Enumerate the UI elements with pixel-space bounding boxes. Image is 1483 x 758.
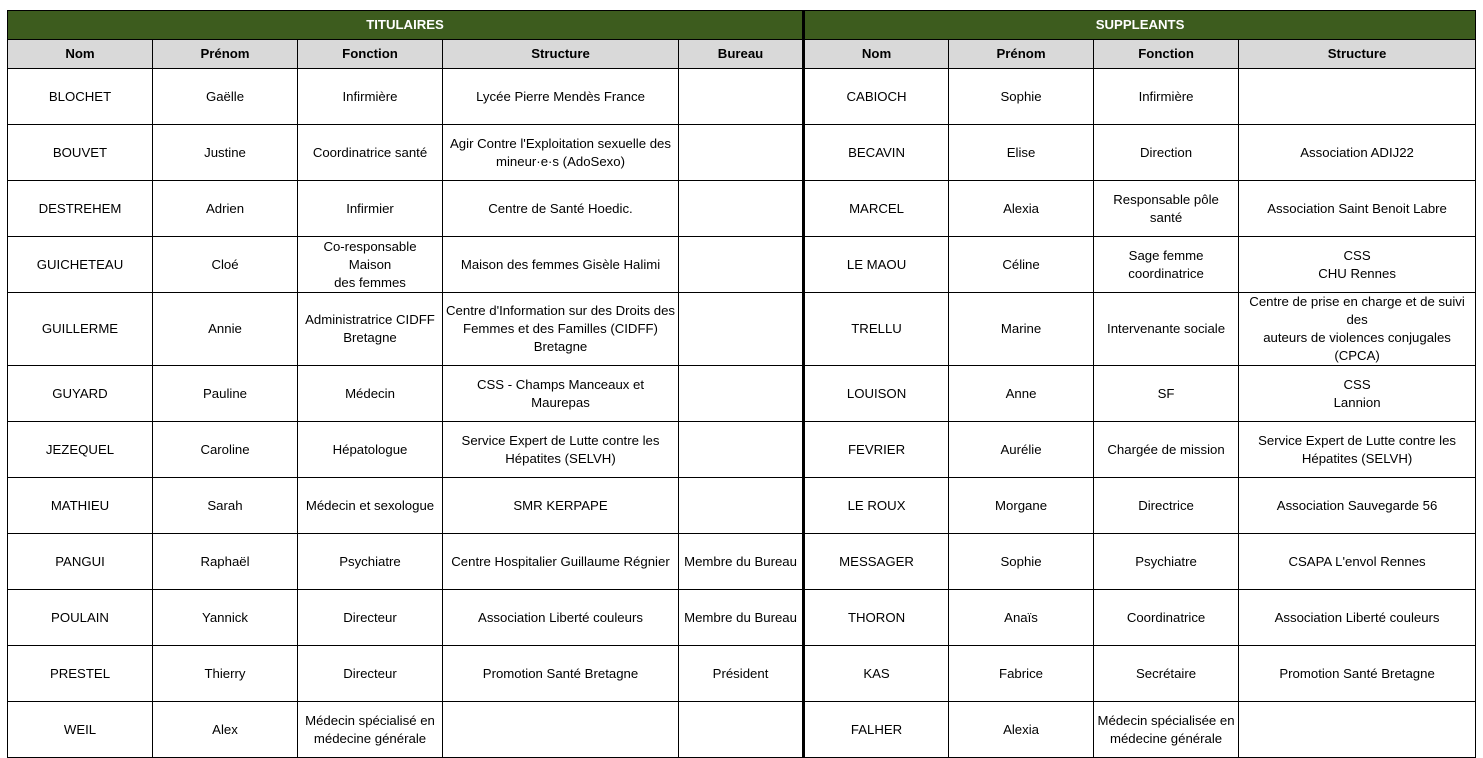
titulaire-fonction-cell: Hépatologue [298,422,443,478]
titulaire-nom-cell: PANGUI [8,534,153,590]
suppleant-structure-cell [1239,702,1476,758]
titulaire-nom-cell: BOUVET [8,125,153,181]
suppleant-prenom-cell: Alexia [949,702,1094,758]
suppleant-structure-cell: CSAPA L'envol Rennes [1239,534,1476,590]
suppleant-structure-cell: CSS CHU Rennes [1239,237,1476,293]
suppleant-prenom-cell: Morgane [949,478,1094,534]
titulaire-prenom-cell: Cloé [153,237,298,293]
suppleant-structure-cell: Promotion Santé Bretagne [1239,646,1476,702]
suppleant-nom-cell: LE ROUX [804,478,949,534]
suppleant-fonction-cell: Infirmière [1094,69,1239,125]
titulaire-fonction-cell: Directeur [298,590,443,646]
col-header: Bureau [679,40,804,69]
table-row [8,534,1476,590]
titulaire-nom-cell: PRESTEL [8,646,153,702]
table-row [8,69,1476,125]
table-row [8,237,1476,293]
suppleant-nom-cell: FALHER [804,702,949,758]
titulaire-bureau-cell [679,237,804,293]
suppleant-fonction-cell: Coordinatrice [1094,590,1239,646]
suppleant-structure-cell: Service Expert de Lutte contre les Hépatites (SELVH) [1239,422,1476,478]
suppleant-structure-cell: Association ADIJ22 [1239,125,1476,181]
titulaire-nom-cell: DESTREHEM [8,181,153,237]
suppleant-fonction-cell: Sage femme coordinatrice [1094,237,1239,293]
titulaire-structure-cell: SMR KERPAPE [443,478,679,534]
suppleant-prenom-cell: Fabrice [949,646,1094,702]
table-row [8,125,1476,181]
titulaire-prenom-cell: Sarah [153,478,298,534]
suppleant-nom-cell: LE MAOU [804,237,949,293]
titulaire-structure-cell: CSS - Champs Manceaux et Maurepas [443,366,679,422]
titulaire-nom-cell: POULAIN [8,590,153,646]
suppleant-prenom-cell: Céline [949,237,1094,293]
table-row [8,702,1476,758]
titulaire-bureau-cell [679,702,804,758]
titulaire-prenom-cell: Gaëlle [153,69,298,125]
suppleant-fonction-cell: Secrétaire [1094,646,1239,702]
titulaire-fonction-cell: Administratrice CIDFF Bretagne [298,293,443,366]
titulaire-prenom-cell: Thierry [153,646,298,702]
col-header: Fonction [1094,40,1239,69]
titulaire-prenom-cell: Yannick [153,590,298,646]
table-row [8,478,1476,534]
suppleant-fonction-cell: Intervenante sociale [1094,293,1239,366]
table-row [8,366,1476,422]
suppleant-prenom-cell: Alexia [949,181,1094,237]
titulaire-prenom-cell: Alex [153,702,298,758]
suppleant-structure-cell: Association Saint Benoit Labre [1239,181,1476,237]
col-header: Nom [8,40,153,69]
titulaire-fonction-cell: Coordinatrice santé [298,125,443,181]
titulaire-bureau-cell [679,125,804,181]
titulaire-fonction-cell: Directeur [298,646,443,702]
titulaire-structure-cell: Service Expert de Lutte contre les Hépatites (SELVH) [443,422,679,478]
col-header: Prénom [949,40,1094,69]
titulaire-prenom-cell: Justine [153,125,298,181]
titulaire-fonction-cell: Infirmier [298,181,443,237]
table-row [8,293,1476,366]
suppleant-prenom-cell: Sophie [949,534,1094,590]
titulaire-nom-cell: JEZEQUEL [8,422,153,478]
titulaire-bureau-cell [679,478,804,534]
suppleant-prenom-cell: Anne [949,366,1094,422]
col-header: Structure [443,40,679,69]
titulaire-fonction-cell: Médecin [298,366,443,422]
col-header: Prénom [153,40,298,69]
col-header: Nom [804,40,949,69]
titulaire-bureau-cell [679,293,804,366]
titulaire-bureau-cell: Président [679,646,804,702]
suppleant-nom-cell: LOUISON [804,366,949,422]
titulaire-fonction-cell: Infirmière [298,69,443,125]
titulaire-nom-cell: WEIL [8,702,153,758]
titulaire-structure-cell: Promotion Santé Bretagne [443,646,679,702]
titulaire-prenom-cell: Raphaël [153,534,298,590]
suppleant-prenom-cell: Elise [949,125,1094,181]
titulaire-bureau-cell [679,69,804,125]
suppleant-nom-cell: THORON [804,590,949,646]
titulaire-structure-cell: Centre Hospitalier Guillaume Régnier [443,534,679,590]
titulaire-bureau-cell: Membre du Bureau [679,534,804,590]
titulaire-bureau-cell: Membre du Bureau [679,590,804,646]
titulaire-structure-cell [443,702,679,758]
titulaire-structure-cell: Lycée Pierre Mendès France [443,69,679,125]
suppleant-nom-cell: KAS [804,646,949,702]
suppleant-prenom-cell: Marine [949,293,1094,366]
titulaire-fonction-cell: Psychiatre [298,534,443,590]
suppleant-fonction-cell: Psychiatre [1094,534,1239,590]
titulaire-structure-cell: Maison des femmes Gisèle Halimi [443,237,679,293]
titulaire-structure-cell: Centre de Santé Hoedic. [443,181,679,237]
suppleants-header: SUPPLEANTS [804,11,1476,40]
table-row [8,422,1476,478]
col-header: Fonction [298,40,443,69]
table-row [8,646,1476,702]
suppleant-prenom-cell: Sophie [949,69,1094,125]
suppleant-structure-cell: Centre de prise en charge et de suivi des auteurs de violences conjugales (CPCA) [1239,293,1476,366]
suppleant-fonction-cell: SF [1094,366,1239,422]
titulaire-structure-cell: Association Liberté couleurs [443,590,679,646]
suppleant-structure-cell: CSS Lannion [1239,366,1476,422]
suppleant-prenom-cell: Aurélie [949,422,1094,478]
titulaire-prenom-cell: Caroline [153,422,298,478]
titulaire-fonction-cell: Co-responsable Maison des femmes [298,237,443,293]
suppleant-structure-cell: Association Sauvegarde 56 [1239,478,1476,534]
suppleant-nom-cell: CABIOCH [804,69,949,125]
table-row [8,181,1476,237]
membres-table [7,10,1476,758]
titulaires-header: TITULAIRES [8,11,804,40]
suppleant-fonction-cell: Directrice [1094,478,1239,534]
titulaire-prenom-cell: Annie [153,293,298,366]
titulaire-structure-cell: Centre d'Information sur des Droits des Femmes et des Familles (CIDFF) Bretagne [443,293,679,366]
group-header-row [8,11,1476,40]
suppleant-nom-cell: MESSAGER [804,534,949,590]
table-row [8,590,1476,646]
titulaire-nom-cell: GUYARD [8,366,153,422]
titulaire-fonction-cell: Médecin et sexologue [298,478,443,534]
titulaire-bureau-cell [679,181,804,237]
suppleant-structure-cell: Association Liberté couleurs [1239,590,1476,646]
titulaire-prenom-cell: Adrien [153,181,298,237]
suppleant-nom-cell: TRELLU [804,293,949,366]
suppleant-structure-cell [1239,69,1476,125]
titulaire-fonction-cell: Médecin spécialisé en médecine générale [298,702,443,758]
titulaire-nom-cell: BLOCHET [8,69,153,125]
titulaire-nom-cell: GUICHETEAU [8,237,153,293]
column-header-row [8,40,1476,69]
titulaire-bureau-cell [679,422,804,478]
col-header: Structure [1239,40,1476,69]
suppleant-fonction-cell: Responsable pôle santé [1094,181,1239,237]
titulaire-nom-cell: GUILLERME [8,293,153,366]
suppleant-nom-cell: MARCEL [804,181,949,237]
suppleant-fonction-cell: Direction [1094,125,1239,181]
titulaire-nom-cell: MATHIEU [8,478,153,534]
suppleant-fonction-cell: Médecin spécialisée en médecine générale [1094,702,1239,758]
suppleant-nom-cell: FEVRIER [804,422,949,478]
suppleant-prenom-cell: Anaïs [949,590,1094,646]
titulaire-bureau-cell [679,366,804,422]
suppleant-fonction-cell: Chargée de mission [1094,422,1239,478]
titulaire-prenom-cell: Pauline [153,366,298,422]
suppleant-nom-cell: BECAVIN [804,125,949,181]
titulaire-structure-cell: Agir Contre l'Exploitation sexuelle des mineur·e·s (AdoSexo) [443,125,679,181]
